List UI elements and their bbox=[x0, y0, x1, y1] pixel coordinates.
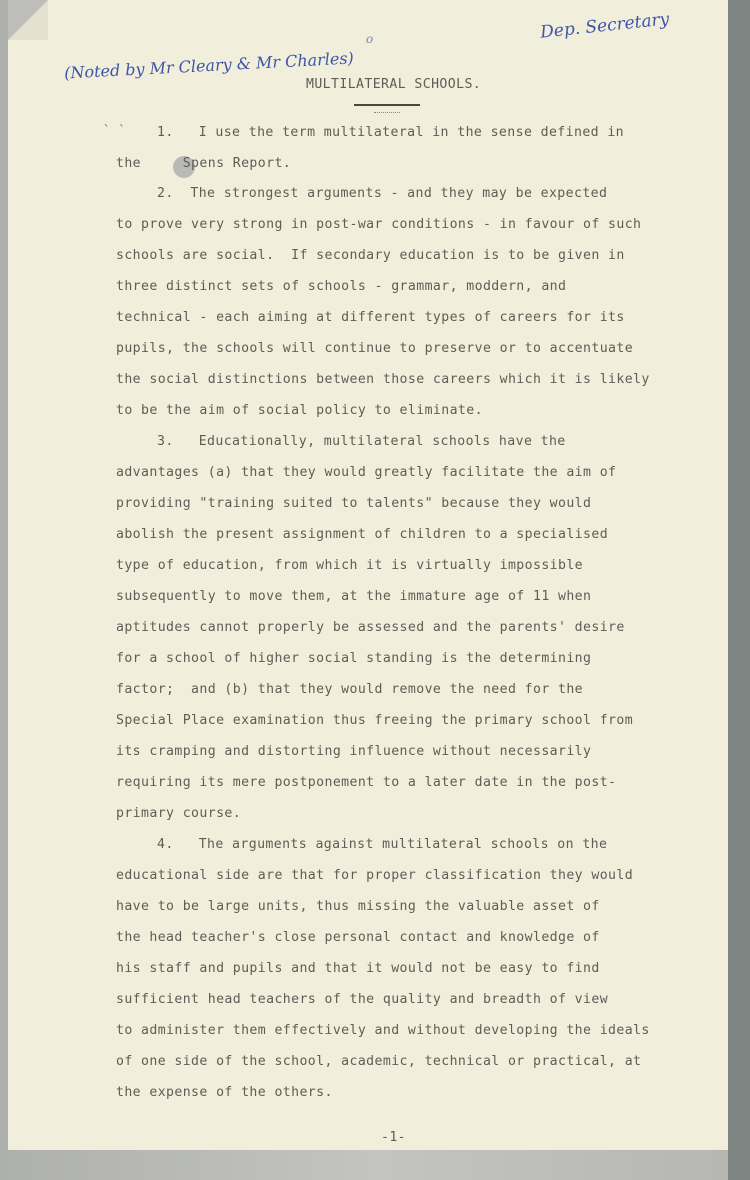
paragraph-line: to prove very strong in post-war conditions - in favour of such bbox=[116, 217, 642, 232]
handwritten-noted-by-annotation: (Noted by Mr Cleary & Mr Charles) bbox=[63, 48, 355, 83]
paragraph-line: the social distinctions between those careers which it is likely bbox=[116, 372, 650, 387]
paragraph-line: technical - each aiming at different types of careers for its bbox=[116, 310, 625, 325]
paragraph-line: his staff and pupils and that it would not be easy to find bbox=[116, 961, 600, 976]
paragraph-line: Special Place examination thus freeing the primary school from bbox=[116, 713, 634, 728]
paragraph-line: aptitudes cannot properly be assessed and the parents' desire bbox=[116, 620, 625, 635]
paragraph-line: to administer them effectively and without developing the ideals bbox=[116, 1023, 650, 1038]
paragraph-line: its cramping and distorting influence without necessarily bbox=[116, 744, 592, 759]
paragraph-line: three distinct sets of schools - grammar, moddern, and bbox=[116, 279, 567, 294]
paragraph-line: factor; and (b) that they would remove the need for the bbox=[116, 682, 584, 697]
paragraph-line: pupils, the schools will continue to preserve or to accentuate bbox=[116, 341, 634, 356]
paragraph-line: schools are social. If secondary education is to be given in bbox=[116, 248, 625, 263]
paragraph-line: requiring its mere postponement to a later date in the post- bbox=[116, 775, 617, 790]
page-number: -1- bbox=[381, 1130, 407, 1145]
torn-corner bbox=[8, 0, 48, 40]
paragraph-line: the head teacher's close personal contact and knowledge of bbox=[116, 930, 600, 945]
paragraph-line: have to be large units, thus missing the valuable asset of bbox=[116, 899, 600, 914]
paragraph-line: the Spens Report. bbox=[116, 156, 292, 171]
paragraph-line: subsequently to move them, at the immature age of 11 when bbox=[116, 589, 592, 604]
document-title: MULTILATERAL SCHOOLS. bbox=[306, 77, 482, 92]
title-underline bbox=[354, 104, 420, 106]
paragraph-line: the expense of the others. bbox=[116, 1085, 333, 1100]
paragraph-line: advantages (a) that they would greatly facilitate the aim of bbox=[116, 465, 617, 480]
paragraph-line: 1. I use the term multilateral in the sense defined in bbox=[157, 125, 625, 140]
paragraph-line: type of education, from which it is virtually impossible bbox=[116, 558, 584, 573]
paragraph-line: 3. Educationally, multilateral schools have the bbox=[157, 434, 566, 449]
paragraph-line: abolish the present assignment of children to a specialised bbox=[116, 527, 609, 542]
paragraph-line: 2. The strongest arguments - and they may be expected bbox=[157, 186, 608, 201]
document-page bbox=[8, 0, 728, 1150]
paragraph-line: primary course. bbox=[116, 806, 242, 821]
handwritten-routing-note: Dep. Secretary bbox=[539, 9, 671, 43]
paragraph-line: 4. The arguments against multilateral schools on the bbox=[157, 837, 608, 852]
handwritten-small-mark: o bbox=[366, 32, 374, 46]
paragraph-line: of one side of the school, academic, technical or practical, at bbox=[116, 1054, 642, 1069]
title-dotted-rule bbox=[374, 112, 400, 113]
paragraph-line: sufficient head teachers of the quality and breadth of view bbox=[116, 992, 609, 1007]
scanner-edge-strip bbox=[728, 0, 750, 1180]
margin-tick-marks: ` ` bbox=[103, 123, 126, 137]
paragraph-line: educational side are that for proper classification they would bbox=[116, 868, 634, 883]
paragraph-line: to be the aim of social policy to eliminate. bbox=[116, 403, 483, 418]
paragraph-line: providing "training suited to talents" because they would bbox=[116, 496, 592, 511]
paragraph-line: for a school of higher social standing is the determining bbox=[116, 651, 592, 666]
